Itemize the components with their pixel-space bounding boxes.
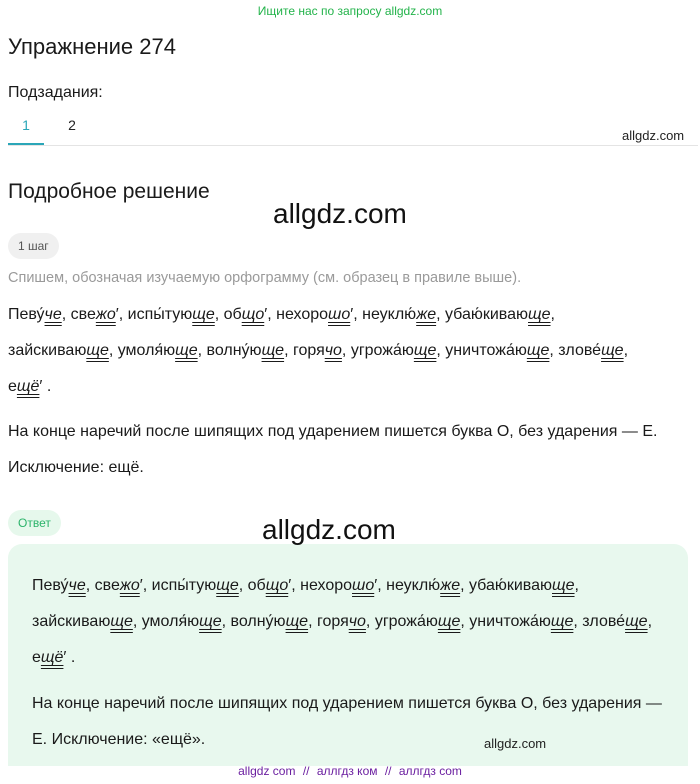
marked-word [224, 306, 276, 323]
word-orthogram: же [416, 306, 437, 323]
word-tail: ′, [288, 577, 301, 594]
subtasks-label: Подзадания: [8, 84, 103, 101]
watermark-small: allgdz.com [484, 736, 547, 751]
word-tail: ′, [115, 306, 128, 323]
word-orthogram: ще [199, 613, 222, 630]
word-stem: волну́ю [230, 613, 286, 630]
marked-word [142, 613, 231, 630]
marked-word [445, 306, 555, 323]
word-orthogram: ще [110, 613, 133, 630]
word-orthogram: щё [40, 649, 64, 666]
word-stem: све [94, 577, 120, 594]
word-stem: убаю́киваю [444, 306, 529, 323]
marked-word [362, 306, 445, 323]
word-stem: уничтожа́ю [445, 342, 527, 359]
word-tail: , [460, 613, 470, 630]
word-stem: злове́ [558, 342, 602, 359]
word-tail: ′, [139, 577, 152, 594]
marked-word [469, 577, 579, 594]
word-stem: угрожа́ю [374, 613, 438, 630]
answer-badge: Ответ [8, 510, 61, 536]
marked-word [8, 306, 71, 323]
word-orthogram: ще [552, 577, 575, 594]
word-stem: умоля́ю [117, 342, 176, 359]
word-stem: об [247, 577, 266, 594]
marked-word [375, 613, 469, 630]
word-stem: убаю́киваю [468, 577, 553, 594]
word-tail: , [197, 342, 207, 359]
marked-word [32, 649, 75, 666]
solution-words [8, 297, 658, 405]
word-orthogram: що [265, 577, 289, 594]
marked-word [95, 577, 152, 594]
footer-link[interactable]: allgdz com [238, 764, 296, 778]
marked-word [445, 342, 558, 359]
marked-word [582, 613, 652, 630]
word-tail: , [436, 306, 445, 323]
word-orthogram: ще [526, 342, 550, 359]
word-stem: е [8, 378, 17, 395]
word-stem: нехоро [300, 577, 353, 594]
watermark-big: allgdz.com [273, 198, 407, 229]
word-stem: е [32, 649, 41, 666]
word-orthogram: жо [119, 577, 140, 594]
word-orthogram: ще [437, 613, 461, 630]
word-orthogram: чо [348, 613, 366, 630]
word-stem: волну́ю [206, 342, 262, 359]
step-badge: 1 шаг [8, 233, 59, 259]
answer-words [32, 568, 664, 676]
answer-rule-note: На конце наречий после шипящих под ударением пишется буква О, без ударения — Е. Исключение: «ещё». [32, 695, 662, 748]
word-stem: испы́тую [127, 306, 193, 323]
marked-word [207, 342, 293, 359]
word-tail: ′, [264, 306, 277, 323]
marked-word [32, 577, 95, 594]
word-stem: све [70, 306, 96, 323]
marked-word [293, 342, 351, 359]
word-tail: , [549, 342, 559, 359]
word-orthogram: ще [86, 342, 109, 359]
word-stem: неуклю́ [386, 577, 441, 594]
marked-word [276, 306, 362, 323]
word-orthogram: ще [550, 613, 574, 630]
footer-separator: // [302, 764, 310, 778]
word-orthogram: ще [285, 613, 309, 630]
word-stem: испы́тую [151, 577, 217, 594]
word-stem: об [223, 306, 242, 323]
word-orthogram: че [68, 577, 86, 594]
word-orthogram: ще [601, 342, 624, 359]
word-tail: , [61, 306, 71, 323]
footer-links [0, 764, 700, 778]
word-tail: ′, [374, 577, 387, 594]
word-stem: угрожа́ю [350, 342, 414, 359]
marked-word [351, 342, 445, 359]
word-orthogram: ще [528, 306, 551, 323]
word-orthogram: шо [328, 306, 351, 323]
word-tail: ′, [350, 306, 363, 323]
watermark-big: allgdz.com [262, 514, 396, 545]
word-tail: ′ . [63, 649, 76, 666]
word-stem: зайскиваю [32, 613, 111, 630]
word-tail: ′ . [39, 378, 52, 395]
word-tail: , [284, 342, 293, 359]
word-orthogram: ще [625, 613, 648, 630]
word-stem: Певу́ [8, 306, 45, 323]
word-tail: , [460, 577, 469, 594]
word-stem: горя [316, 613, 349, 630]
word-orthogram: щё [16, 378, 40, 395]
solution-intro: Спишем, обозначая изучаемую орфограмму (см. образец в правиле выше). [8, 270, 522, 286]
word-tail: , [108, 342, 118, 359]
word-stem: уничтожа́ю [469, 613, 551, 630]
marked-word [71, 306, 128, 323]
word-stem: горя [292, 342, 325, 359]
tab-subtask-2[interactable]: 2 [68, 117, 76, 133]
word-orthogram: що [241, 306, 265, 323]
marked-word [386, 577, 469, 594]
word-tail: , [214, 306, 224, 323]
marked-word [248, 577, 300, 594]
marked-word [128, 306, 224, 323]
word-tail: , [85, 577, 95, 594]
marked-word [469, 613, 582, 630]
marked-word [152, 577, 248, 594]
word-stem: зайскиваю [8, 342, 87, 359]
marked-word [8, 342, 118, 359]
word-orthogram: ще [216, 577, 239, 594]
word-tail: , [341, 342, 351, 359]
marked-word [317, 613, 375, 630]
word-tail: , [238, 577, 248, 594]
word-orthogram: ще [192, 306, 215, 323]
watermark-small: allgdz.com [622, 128, 685, 143]
word-tail: , [550, 306, 555, 323]
word-tail: , [365, 613, 375, 630]
top-promo-text: Ищите нас по запросу allgdz.com [257, 4, 443, 18]
word-tail: , [221, 613, 231, 630]
tab-subtask-1[interactable]: 1 [8, 108, 44, 145]
footer-separator: // [384, 764, 392, 778]
marked-word [118, 342, 207, 359]
word-orthogram: чо [324, 342, 342, 359]
word-stem: Певу́ [32, 577, 69, 594]
marked-word [231, 613, 317, 630]
word-orthogram: же [440, 577, 461, 594]
word-tail: , [573, 613, 583, 630]
solution-rule-note: На конце наречий после шипящих под ударением пишется буква О, без ударения — Е. Исключение: ещё. [8, 423, 658, 476]
word-orthogram: шо [352, 577, 375, 594]
footer-link[interactable]: аллгдз com [398, 764, 462, 778]
solution-title: Подробное решение [8, 180, 210, 203]
word-tail: , [647, 613, 653, 630]
marked-word [300, 577, 386, 594]
word-stem: злове́ [582, 613, 626, 630]
footer-link[interactable]: аллгдз ком [316, 764, 378, 778]
word-orthogram: ще [261, 342, 285, 359]
subtask-tabs [8, 108, 698, 146]
word-orthogram: ще [413, 342, 437, 359]
word-orthogram: че [44, 306, 62, 323]
word-orthogram: ще [175, 342, 198, 359]
page-title: Упражнение 274 [8, 34, 176, 59]
word-tail: , [623, 342, 629, 359]
word-stem: нехоро [276, 306, 329, 323]
word-tail: , [132, 613, 142, 630]
marked-word [558, 342, 628, 359]
word-tail: , [574, 577, 579, 594]
marked-word [8, 378, 51, 395]
word-stem: умоля́ю [141, 613, 200, 630]
marked-word [32, 613, 142, 630]
word-orthogram: жо [95, 306, 116, 323]
word-tail: , [308, 613, 317, 630]
word-stem: неуклю́ [362, 306, 417, 323]
word-tail: , [436, 342, 446, 359]
